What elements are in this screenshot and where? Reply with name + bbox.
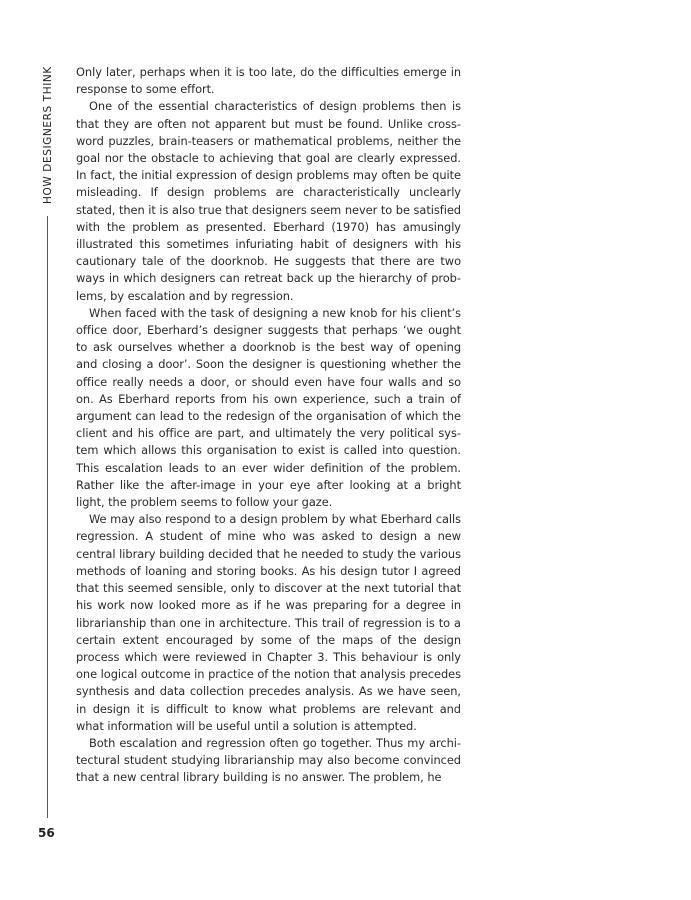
margin-rule bbox=[47, 216, 48, 818]
paragraph: One of the essential characteristics of design problems then is that they are often not apparent but must be found. Unlike crossword puzzles, brain-teasers or mathematical problems, neither the goal nor the obstacle to achieving that goal are clearly expressed. In fact, the initial expression of design problems may often be quite misleading. If design problems are characteristically unclearly stated, then it is also true that designers seem never to be satisfied with the problem as presented. Eberhard (1970) has amusingly illustrated this sometimes infuriating habit of designers with his cautionary tale of the doorknob. He suggests that there are two ways in which designers can retreat back up the hierarchy of problems, by escalation and by regression. bbox=[76, 99, 461, 303]
paragraph: We may also respond to a design problem by what Eberhard calls regression. A student of mine who was asked to design a new central library building decided that he needed to study the various methods of loaning and storing books. As his design tutor I agreed that this seemed sensible, only to discover at the next tutorial that his work now looked more as if he was preparing for a degree in librarianship than one in architecture. This trail of regression is to a certain extent encouraged by some of the maps of the design process which were reviewed in Chapter 3. This behaviour is only one logical outcome in practice of the notion that analysis precedes synthesis and data collection precedes analysis. As we have seen, in design it is difficult to know what problems are relevant and what information will be useful until a solution is attempted. bbox=[76, 512, 461, 733]
body-text bbox=[76, 64, 461, 787]
running-head: HOW DESIGNERS THINK bbox=[42, 66, 54, 204]
paragraph: Both escalation and regression often go together. Thus my architectural student studying librarianship may also become convinced that a new central library building is no answer. The problem, he bbox=[76, 735, 461, 785]
paragraph: When faced with the task of designing a new knob for his client’s office door, Eberhard’s designer suggests that perhaps ‘we ought to ask ourselves whether a doorknob is the best way of opening and closing a door’. Soon the designer is questioning whether the office really needs a door, or should even have four walls and so on. As Eberhard reports from his own experience, such a train of argument can lead to the redesign of the organisation of which the client and his office are part, and ultimately the very political system which allows this organisation to exist is called into question. This escalation leads to an ever wider definition of the problem. Rather like the after-image in your eye after looking at a bright light, the problem seems to follow your gaze. bbox=[76, 305, 461, 510]
page-number: 56 bbox=[38, 826, 55, 840]
paragraph: Only later, perhaps when it is too late, do the difficulties emerge in response to some effort. bbox=[76, 65, 461, 97]
